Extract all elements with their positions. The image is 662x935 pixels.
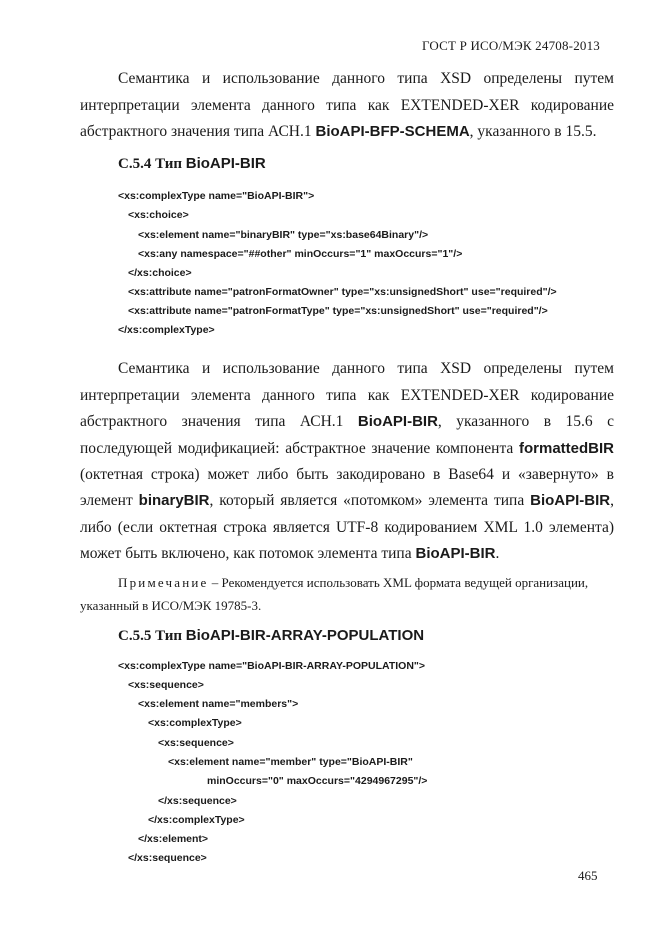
intro-line-2: интерпретации элемента данного типа как EXTENDED-XER кодирование — [80, 97, 614, 114]
semantics-line-5: (октетная строка) может либо быть закодировано в Base64 и «завернуто» в — [80, 466, 614, 483]
intro-line-3: абстрактного значения типа АСН.1 BioAPI-BFP-SCHEMA, указанного в 15.5. — [80, 123, 597, 140]
running-header: ГОСТ Р ИСО/МЭК 24708-2013 — [421, 38, 600, 53]
code-line: </xs:complexType> — [118, 324, 215, 336]
code-line: <xs:element name="member" type="BioAPI-BIR" — [168, 756, 413, 768]
code-line: <xs:attribute name="patronFormatType" type="xs:unsignedShort" use="required"/> — [128, 305, 548, 317]
code-line: <xs:complexType name="BioAPI-BIR"> — [118, 190, 315, 202]
semantics-line-1: Семантика и использование данного типа XSD определены путем — [118, 360, 614, 377]
type-ref-bir: BioAPI-BIR — [530, 492, 611, 509]
code-line: </xs:choice> — [128, 267, 192, 279]
type-ref-bfp-schema: BioAPI-BFP-SCHEMA — [315, 123, 470, 140]
code-line: <xs:complexType name="BioAPI-BIR-ARRAY-POPULATION"> — [118, 660, 426, 672]
code-line: <xs:sequence> — [128, 679, 204, 691]
code-line: </xs:element> — [138, 833, 209, 845]
code-line: <xs:attribute name="patronFormatOwner" type="xs:unsignedShort" use="required"/> — [128, 286, 557, 298]
type-ref-bir: BioAPI-BIR — [415, 545, 496, 562]
note-line-2: указанный в ИСО/МЭК 19785-3. — [80, 598, 262, 613]
page-number: 465 — [578, 868, 598, 883]
code-line: <xs:element name="members"> — [138, 698, 299, 710]
code-line: </xs:sequence> — [128, 852, 207, 864]
code-line: <xs:complexType> — [148, 717, 242, 729]
type-ref-bir: BioAPI-BIR — [357, 413, 438, 430]
code-line: </xs:complexType> — [148, 814, 245, 826]
semantics-line-3: абстрактного значения типа АСН.1 BioAPI-BIR, указанного в 15.6 с — [80, 413, 614, 430]
code-line: </xs:sequence> — [158, 795, 237, 807]
semantics-line-7: либо (если октетная строка является UTF-8 кодированием XML 1.0 элемента) — [80, 519, 614, 536]
section-heading-c55: С.5.5 Тип BioAPI-BIR-ARRAY-POPULATION — [118, 627, 425, 644]
intro-line-1: Семантика и использование данного типа XSD определены путем — [118, 70, 614, 87]
element-ref-binarybir: binaryBIR — [138, 492, 210, 509]
code-line: <xs:any namespace="##other" minOccurs="1" maxOccurs="1"/> — [138, 248, 463, 260]
section-heading-c54: С.5.4 Тип BioAPI-BIR — [118, 155, 266, 172]
code-line: <xs:element name="binaryBIR" type="xs:base64Binary"/> — [138, 229, 429, 241]
code-line: <xs:sequence> — [158, 737, 234, 749]
note-label: Примечание — [118, 575, 209, 590]
code-line: <xs:choice> — [128, 209, 189, 221]
note-line-1: Примечание – Рекомендуется использовать XML формата ведущей организации, — [118, 575, 589, 590]
semantics-line-4: последующей модификацией: абстрактное значение компонента formattedBIR — [80, 440, 614, 457]
semantics-line-8: может быть включено, как потомок элемента типа BioAPI-BIR. — [80, 545, 500, 562]
code-line: minOccurs="0" maxOccurs="4294967295"/> — [207, 775, 428, 787]
semantics-line-2: интерпретации элемента данного типа как EXTENDED-XER кодирование — [80, 387, 614, 404]
semantics-line-6: элемент binaryBIR, который является «потомком» элемента типа BioAPI-BIR, — [80, 492, 614, 509]
component-ref-formattedbir: formattedBIR — [518, 440, 614, 457]
